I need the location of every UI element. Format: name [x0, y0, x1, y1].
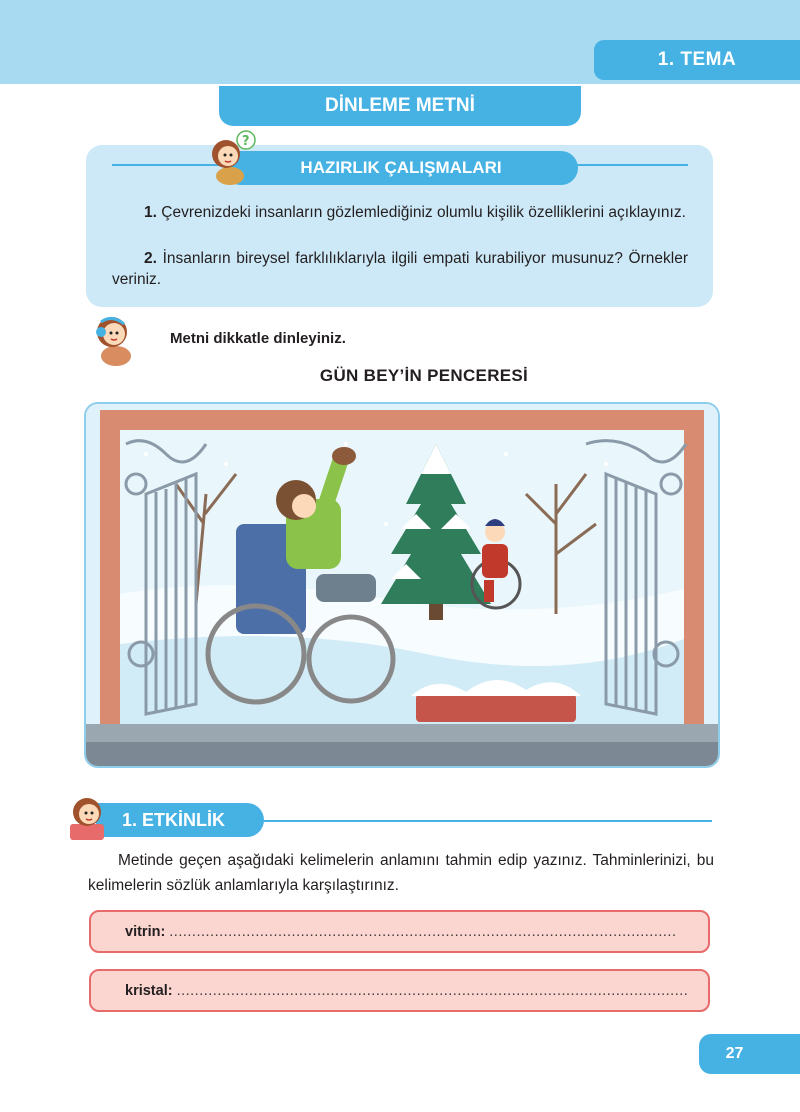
winter-window-illustration	[86, 404, 718, 766]
answer-field-vitrin[interactable]	[89, 910, 710, 953]
listening-instruction: Metni dikkatle dinleyiniz.	[170, 330, 346, 347]
theme-tab: 1. TEMA	[594, 40, 800, 80]
story-title: GÜN BEY’İN PENCERESİ	[319, 366, 529, 385]
story-illustration	[84, 402, 720, 768]
question-number: 1.	[144, 204, 157, 221]
thinking-girl-icon	[200, 128, 260, 188]
page-number: 27	[699, 1034, 800, 1074]
activity-instruction-text: Metinde geçen aşağıdaki kelimelerin anlamını tahmin edip yazınız. Tahminlerinizi, bu kelimelerin sözlük anlamlarıyla karşılaştırınız.	[88, 852, 714, 894]
activity-title: 1. ETKİNLİK	[96, 803, 264, 837]
activity-instruction	[88, 848, 714, 898]
question-number: 2.	[144, 250, 157, 267]
preparation-question-1	[112, 202, 688, 223]
reading-girl-icon	[60, 790, 114, 844]
question-text: Çevrenizdeki insanların gözlemlediğiniz olumlu kişilik özelliklerini açıklayınız.	[161, 204, 686, 221]
answer-dots: ................................................................................................................	[169, 923, 677, 940]
answer-dots: .................................................................................................................	[176, 982, 689, 999]
preparation-question-2	[112, 248, 688, 290]
listening-girl-icon	[84, 306, 144, 368]
question-text: İnsanların bireysel farklılıklarıyla ilgili empati kurabiliyor musunuz? Örnekler veriniz.	[112, 250, 688, 288]
answer-field-kristal[interactable]	[89, 969, 710, 1012]
answer-label: vitrin:	[125, 923, 166, 940]
section-title: DİNLEME METNİ	[219, 86, 581, 126]
svg-text:?: ?	[242, 134, 250, 149]
answer-label: kristal:	[125, 982, 173, 999]
preparation-title: HAZIRLIK ÇALIŞMALARI	[224, 151, 578, 185]
